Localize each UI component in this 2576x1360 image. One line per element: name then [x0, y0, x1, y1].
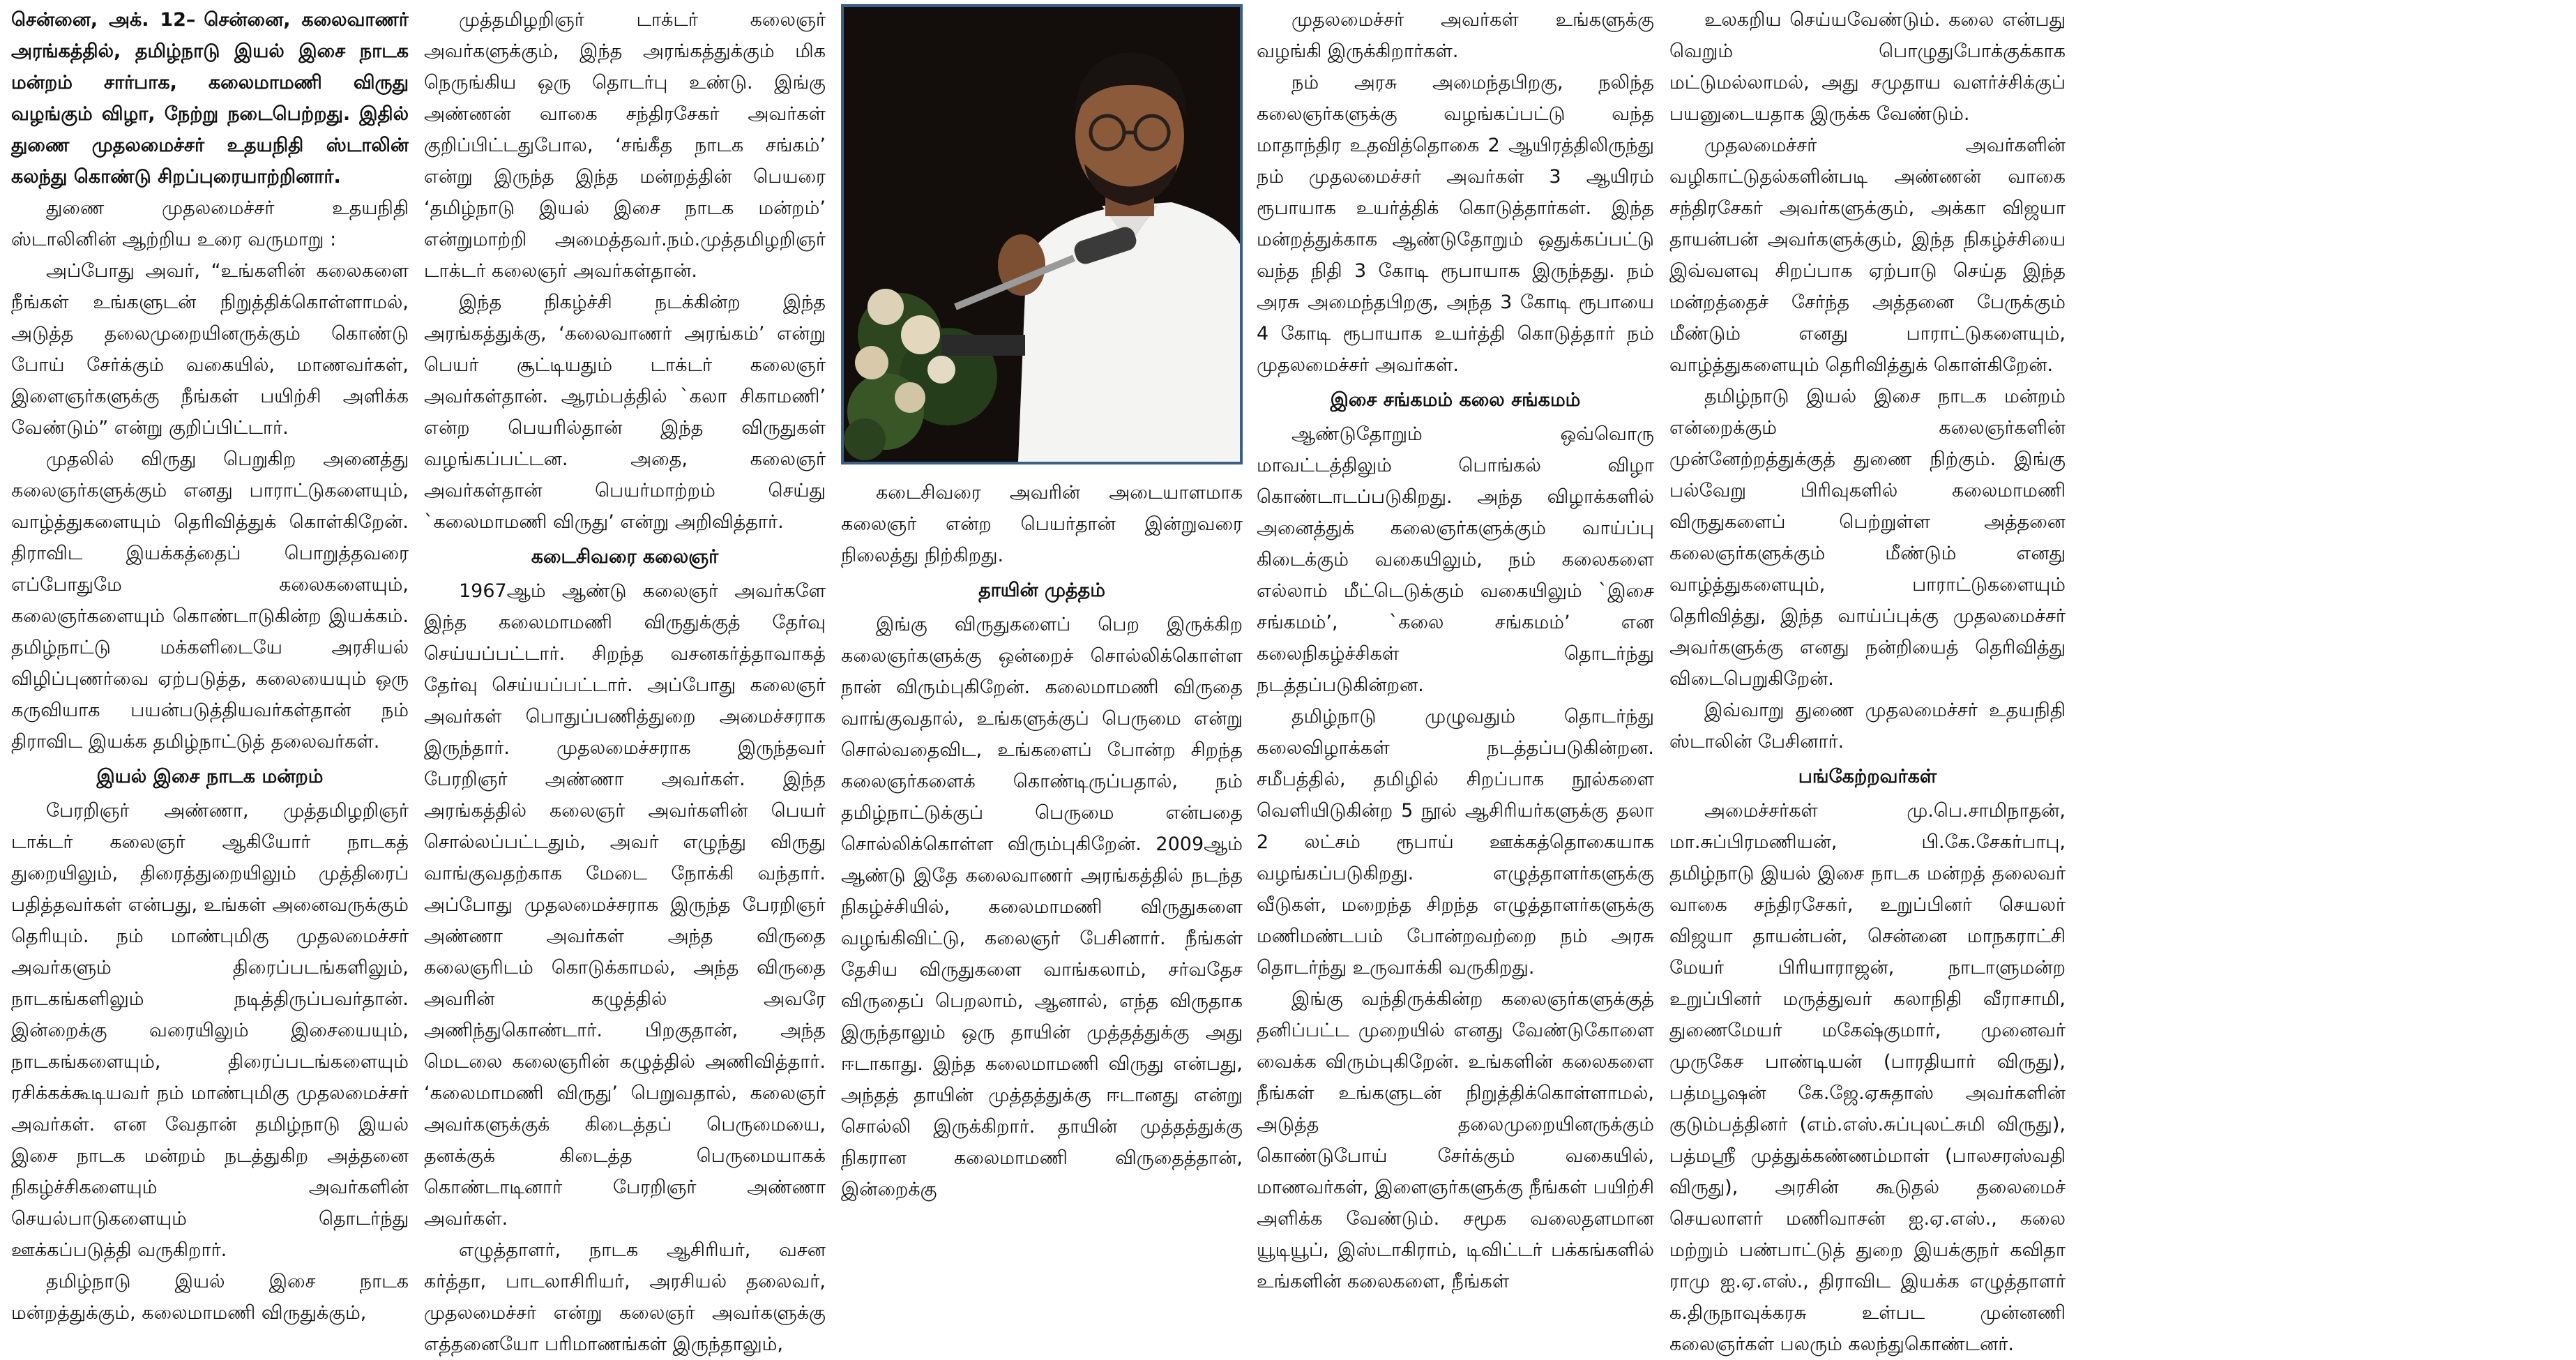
paragraph: ஆண்டுதோறும் ஒவ்வொரு மாவட்டத்திலும் பொங்கல் விழா கொண்டாடப்படுகிறது. அந்த விழாக்களில் அனைத்துக் கலைஞர்களுக்கும் வாய்ப்பு கிடைக்கும் வகையிலும், நம் கலைகளை எல்லாம் மீட்டெடுக்கும் வகையிலும் `இசை சங்கமம்’, `கலை சங்கமம்’ என கலைநிகழ்ச்சிகள் தொடர்ந்து நடத்தப்படுகின்றன. [1257, 423, 1654, 696]
subheading: இயல் இசை நாடக மன்றம் [96, 766, 324, 787]
paragraph: அப்போது அவர், “உங்களின் கலைகளை நீங்கள் உங்களுடன் நிறுத்திக்கொள்ளாமல், அடுத்த தலைமுறையினருக்கும் கொண்டு போய் சேர்க்கும் வகையில், மாணவர்கள், இளைஞர்களுக்கு நீங்கள் பயிற்சி அளிக்க வேண்டும்” என்று குறிப்பிட்டார். [11, 260, 409, 439]
dateline: சென்னை, அக். 12– [11, 9, 196, 31]
paragraph: நம் அரசு அமைந்தபிறகு, நலிந்த கலைஞர்களுக்கு வழங்கப்பட்டு வந்த மாதாந்திர உதவித்தொகை 2 ஆயிரத்திலிருந்து நம் முதலமைச்சர் அவர்கள் 3 ஆயிரம் ரூபாயாக உயர்த்திக் கொடுத்தார்கள். இந்த மன்றத்துக்காக ஆண்டுதோறும் ஒதுக்கப்பட்டு வந்த நிதி 3 கோடி ரூபாயாக இருந்தது. நம் அரசு அமைந்தபிறகு, அந்த 3 கோடி ரூபாயை 4 கோடி ரூபாயாக உயர்த்தி கொடுத்தார் நம் முதலமைச்சர் அவர்கள். [1257, 72, 1654, 376]
paragraph: முத்தமிழறிஞர் டாக்டர் கலைஞர் அவர்களுக்கும், இந்த அரங்கத்துக்கும் மிக நெருங்கிய ஒரு தொடர்பு உண்டு. இங்கு அண்ணன் வாகை சந்திரசேகர் அவர்கள் குறிப்பிட்டதுபோல, ‘சங்கீத நாடக சங்கம்’ என்று இருந்த இந்த மன்றத்தின் பெயரை ‘தமிழ்நாடு இயல் இசை நாடக மன்றம்’ என்றுமாற்றி அமைத்தவர்.நம்.முத்தமிழறிஞர் டாக்டர் கலைஞர் அவர்கள்தான். [424, 9, 826, 282]
paragraph: 1967ஆம் ஆண்டு கலைஞர் அவர்களே இந்த கலைமாமணி விருதுக்குத் தேர்வு செய்யப்பட்டார். சிறந்த வசனகர்த்தாவாகத் தேர்வு செய்யப்பட்டார். அப்போது கலைஞர் அவர்கள் பொதுப்பணித்துறை அமைச்சராக இருந்தார். முதலமைச்சராக இருந்தவர் பேரறிஞர் அண்ணா அவர்கள். இந்த அரங்கத்தில் கலைஞர் அவர்களின் பெயர் சொல்லப்பட்டதும், அவர் எழுந்து விருது வாங்குவதற்காக மேடை நோக்கி வந்தார். அப்போது முதலமைச்சராக இருந்த பேரறிஞர் அண்ணா அவர்கள் அந்த விருதை கலைஞரிடம் கொடுக்காமல், அந்த விருதை அவரின் கழுத்தில் அவரே அணிந்துகொண்டார். பிறகுதான், அந்த மெடலை கலைஞரின் கழுத்தில் அணிவித்தார். ‘கலைமாமணி விருது’ பெறுவதால், கலைஞர் அவர்களுக்குக் கிடைத்தப் பெருமையை, தனக்குக் கிடைத்த பெருமையாகக் கொண்டாடினார் பேரறிஞர் அண்ணா அவர்கள். [424, 580, 826, 1230]
paragraph: முதலில் விருது பெறுகிற அனைத்து கலைஞர்களுக்கும் எனது பாராட்டுகளையும், வாழ்த்துகளையும் தெரிவித்துக் கொள்கிறேன். திராவிட இயக்கத்தைப் பொறுத்தவரை எப்போதுமே கலைகளையும், கலைஞர்களையும் கொண்டாடுகின்ற இயக்கம். தமிழ்நாட்டு மக்களிடையே அரசியல் விழிப்புணர்வை ஏற்படுத்த, கலையையும் ஒரு கருவியாக பயன்படுத்தியவர்கள்தான் நம் திராவிட இயக்க தமிழ்நாட்டுத் தலைவர்கள். [11, 448, 409, 753]
paragraph: எழுத்தாளர், நாடக ஆசிரியர், வசன கர்த்தா, பாடலாசிரியர், அரசியல் தலைவர், முதலமைச்சர் என்று கலைஞர் அவர்களுக்கு எத்தனையோ பரிமாணங்கள் இருந்தாலும், [424, 1239, 826, 1355]
column-5 [1669, 4, 2066, 1360]
column-2 [424, 4, 826, 1360]
subheading: கடைசிவரை கலைஞர் [531, 546, 719, 568]
paragraph: முதலமைச்சர் அவர்கள் உங்களுக்கு வழங்கி இருக்கிறார்கள். [1257, 9, 1654, 62]
column-4 [1257, 4, 1654, 1297]
paragraph: அமைச்சர்கள் மு.பெ.சாமிநாதன், மா.சுப்பிரமணியன், பி.கே.சேகர்பாபு, தமிழ்நாடு இயல் இசை நாடக மன்றத் தலைவர் வாகை சந்திரசேகர், உறுப்பினர் செயலர் விஜயா தாயன்பன், சென்னை மாநகராட்சி மேயர் பிரியாராஜன், நாடாளுமன்ற உறுப்பினர் மருத்துவர் கலாநிதி வீராசாமி, துணைமேயர் மகேஷ்குமார், முனைவர் முருகேச பாண்டியன் (பாரதியார் விருது), பத்மபூஷன் கே.ஜே.ஏசுதாஸ் அவர்களின் குடும்பத்தினர் (எம்.எஸ்.சுப்புலட்சுமி விருது), பத்மஸ்ரீ முத்துக்கண்ணம்மாள் (பாலசரஸ்வதி விருது), அரசின் கூடுதல் தலைமைச் செயலாளர் மணிவாசன் ஐ.ஏ.எஸ்., கலை மற்றும் பண்பாட்டுத் துறை இயக்குநர் கவிதா ராமு ஐ.ஏ.எஸ்., திராவிட இயக்க எழுத்தாளர் க.திருநாவுக்கரசு உள்பட முன்னணி கலைஞர்கள் பலரும் கலந்துகொண்டனர். [1669, 800, 2066, 1355]
paragraph: முதலமைச்சர் அவர்களின் வழிகாட்டுதல்களின்படி அண்ணன் வாகை சந்திரசேகர் அவர்களுக்கும், அக்கா விஜயா தாயன்பன் அவர்களுக்கும், இந்த நிகழ்ச்சியை இவ்வளவு சிறப்பாக ஏற்பாடு செய்த இந்த மன்றத்தைச் சேர்ந்த அத்தனை பேருக்கும் மீண்டும் எனது பாராட்டுகளையும், வாழ்த்துகளையும் தெரிவித்துக் கொள்கிறேன். [1669, 135, 2066, 376]
lede-paragraph [11, 4, 409, 192]
column-1 [11, 4, 409, 1329]
column-3 [841, 4, 1243, 1321]
paragraph: இங்கு விருதுகளைப் பெற இருக்கிற கலைஞர்களுக்கு ஒன்றைச் சொல்லிக்கொள்ள நான் விரும்புகிறேன். கலைமாமணி விருதை வாங்குவதால், உங்களுக்குப் பெருமை என்று சொல்வதைவிட, உங்களைப் போன்ற சிறந்த கலைஞர்களைக் கொண்டிருப்பதால், நம் தமிழ்நாட்டுக்குப் பெருமை என்பதை சொல்லிக்கொள்ள விரும்புகிறேன். 2009ஆம் ஆண்டு இதே கலைவாணர் அரங்கத்தில் நடந்த நிகழ்ச்சியில், கலைமாமணி விருதுகளை வழங்கிவிட்டு, கலைஞர் பேசினார். நீங்கள் தேசிய விருதுகளை வாங்கலாம், சர்வதேச விருதைப் பெறலாம், ஆனால், எந்த விருதாக இருந்தாலும் ஒரு தாயின் முத்தத்துக்கு அது ஈடாகாது. இந்த கலைமாமணி விருது என்பது, அந்தத் தாயின் முத்தத்துக்கு ஈடானது என்று சொல்லி இருக்கிறார். தாயின் முத்தத்துக்கு நிகரான கலைமாமணி விருதைத்தான், இன்றைக்கு [841, 614, 1243, 1200]
paragraph: துணை முதலமைச்சர் உதயநிதி ஸ்டாலினின் ஆற்றிய உரை வருமாறு : [11, 197, 409, 250]
paragraph: கடைசிவரை அவரின் அடையாளமாக கலைஞர் என்ற பெயர்தான் இன்றுவரை நிலைத்து நிற்கிறது. [841, 482, 1243, 566]
paragraph: இந்த நிகழ்ச்சி நடக்கின்ற இந்த அரங்கத்துக்கு, ‘கலைவாணர் அரங்கம்’ என்று பெயர் சூட்டியதும் டாக்டர் கலைஞர் அவர்கள்தான். ஆரம்பத்தில் `கலா சிகாமணி’ என்ற பெயரில்தான் இந்த விருதுகள் வழங்கப்பட்டன. அதை, கலைஞர் அவர்கள்தான் பெயர்மாற்றம் செய்து `கலைமாமணி விருது’ என்று அறிவித்தார். [424, 292, 826, 533]
column-3-text [841, 477, 1243, 1205]
paragraph: உலகறிய செய்யவேண்டும். கலை என்பது வெறும் பொழுதுபோக்குக்காக மட்டுமல்லாமல், அது சமுதாய வளர்ச்சிக்குப் பயனுடையதாக இருக்க வேண்டும். [1669, 9, 2066, 125]
paragraph: இவ்வாறு துணை முதலமைச்சர் உதயநிதி ஸ்டாலின் பேசினார். [1669, 700, 2066, 753]
lede-text: சென்னை, கலைவாணர் அரங்கத்தில், தமிழ்நாடு இயல் இசை நாடக மன்றம் சார்பாக, கலைமாமணி விருது வழங்கும் விழா, நேற்று நடைபெற்றது. இதில் துணை முதலமைச்சர் உதயநிதி ஸ்டாலின் கலந்து கொண்டு சிறப்புரையாற்றினார். [11, 9, 409, 188]
subheading: இசை சங்கமம் கலை சங்கமம் [1330, 389, 1581, 411]
paragraph: தமிழ்நாடு இயல் இசை நாடக மன்றம் என்றைக்கும் கலைஞர்களின் முன்னேற்றத்துக்குத் துணை நிற்கும். இங்கு பல்வேறு பிரிவுகளில் கலைமாமணி விருதுகளைப் பெற்றுள்ள அத்தனை கலைஞர்களுக்கும் மீண்டும் எனது வாழ்த்துகளையும், பாராட்டுகளையும் தெரிவித்து, இந்த வாய்ப்புக்கு முதலமைச்சர் அவர்களுக்கு எனது நன்றியைத் தெரிவித்து விடைபெறுகிறேன். [1669, 386, 2066, 690]
subheading: பங்கேற்றவர்கள் [1798, 766, 1937, 787]
paragraph: தமிழ்நாடு முழுவதும் தொடர்ந்து கலைவிழாக்கள் நடத்தப்படுகின்றன. சமீபத்தில், தமிழில் சிறப்பாக நூல்களை வெளியிடுகின்ற 5 நூல் ஆசிரியர்களுக்கு தலா 2 லட்சம் ரூபாய் ஊக்கத்தொகையாக வழங்கப்படுகிறது. எழுத்தாளர்களுக்கு வீடுகள், மறைந்த சிறந்த எழுத்தாளர்களுக்கு மணிமண்டபம் போன்றவற்றை நம் அரசு தொடர்ந்து உருவாக்கி வருகிறது. [1257, 706, 1654, 979]
paragraph: தமிழ்நாடு இயல் இசை நாடக மன்றத்துக்கும், கலைமாமணி விருதுக்கும், [11, 1271, 409, 1324]
subheading: தாயின் முத்தம் [978, 580, 1105, 601]
paragraph: பேரறிஞர் அண்ணா, முத்தமிழறிஞர் டாக்டர் கலைஞர் ஆகியோர் நாடகத் துறையிலும், திரைத்துறையிலும் முத்திரைப் பதித்தவர்கள் என்பது, உங்கள் அனைவருக்கும் தெரியும். நம் மாண்புமிகு முதலமைச்சர் அவர்களும் திரைப்படங்களிலும், நாடகங்களிலும் நடித்திருப்பவர்தான். இன்றைக்கு வரையிலும் இசையையும், நாடகங்களையும், திரைப்படங்களையும் ரசிக்கக்கூடியவர் நம் மாண்புமிகு முதலமைச்சர் அவர்கள். என வேதான் தமிழ்நாடு இயல் இசை நாடக மன்றம் நடத்துகிற அத்தனை நிகழ்ச்சிகளையும் அவர்களின் செயல்பாடுகளையும் தொடர்ந்து ஊக்கப்படுத்தி வருகிறார். [11, 800, 409, 1261]
paragraph: இங்கு வந்திருக்கின்ற கலைஞர்களுக்குத் தனிப்பட்ட முறையில் எனது வேண்டுகோளை வைக்க விரும்புகிறேன். உங்களின் கலைகளை நீங்கள் உங்களுடன் நிறுத்திக்கொள்ளாமல், அடுத்த தலைமுறையினருக்கும் கொண்டுபோய் சேர்க்கும் வகையில், மாணவர்கள், இளைஞர்களுக்கு நீங்கள் பயிற்சி அளிக்க வேண்டும். சமூக வலைதளமான யூடியூப், இஸ்டாகிராம், டிவிட்டர் பக்கங்களில் உங்களின் கலைகளை, நீங்கள் [1257, 988, 1654, 1292]
